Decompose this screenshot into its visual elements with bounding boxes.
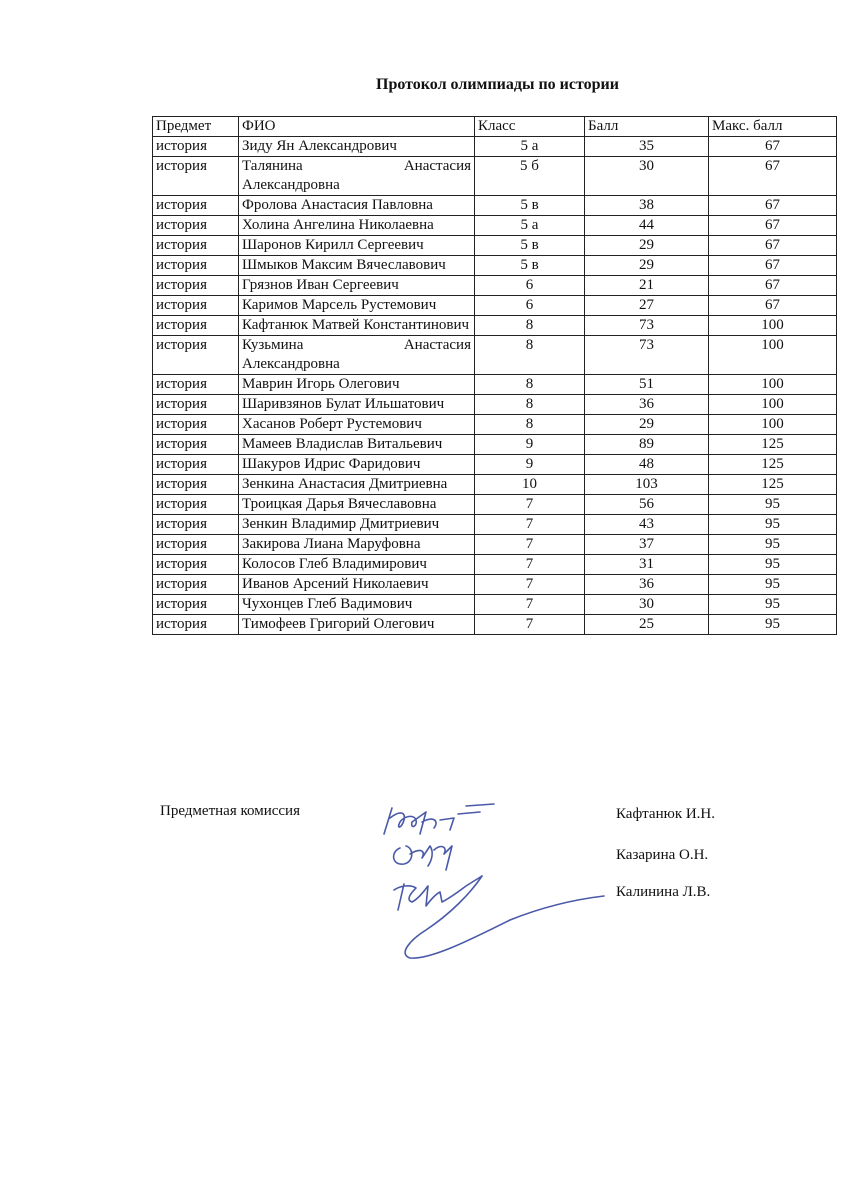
cell-class: 7 bbox=[475, 495, 585, 515]
cell-score: 51 bbox=[585, 375, 709, 395]
cell-name: Кузьмина Анастасия Александровна bbox=[239, 336, 475, 375]
cell-max-score: 95 bbox=[709, 595, 837, 615]
cell-max-score: 95 bbox=[709, 495, 837, 515]
cell-name: Зенкин Владимир Дмитриевич bbox=[239, 515, 475, 535]
cell-name: Грязнов Иван Сергеевич bbox=[239, 276, 475, 296]
cell-class: 5 в bbox=[475, 236, 585, 256]
table-row bbox=[153, 375, 837, 395]
document-title: Протокол олимпиады по истории bbox=[376, 76, 619, 93]
cell-max-score: 67 bbox=[709, 256, 837, 276]
cell-name: Талянина Анастасия Александровна bbox=[239, 157, 475, 196]
cell-score: 30 bbox=[585, 595, 709, 615]
cell-name: Чухонцев Глеб Вадимович bbox=[239, 595, 475, 615]
cell-subject: история bbox=[153, 296, 239, 316]
cell-max-score: 100 bbox=[709, 316, 837, 336]
cell-max-score: 95 bbox=[709, 615, 837, 635]
cell-subject: история bbox=[153, 435, 239, 455]
cell-max-score: 67 bbox=[709, 196, 837, 216]
cell-class: 8 bbox=[475, 375, 585, 395]
cell-subject: история bbox=[153, 256, 239, 276]
table-row bbox=[153, 595, 837, 615]
cell-class: 5 а bbox=[475, 216, 585, 236]
table-row bbox=[153, 535, 837, 555]
cell-subject: история bbox=[153, 595, 239, 615]
table-row bbox=[153, 455, 837, 475]
header-name: ФИО bbox=[239, 117, 475, 137]
table-row bbox=[153, 475, 837, 495]
cell-max-score: 67 bbox=[709, 236, 837, 256]
cell-score: 73 bbox=[585, 336, 709, 375]
table-row bbox=[153, 256, 837, 276]
commission-member: Казарина О.Н. bbox=[616, 847, 709, 863]
commission-label: Предметная комиссия bbox=[160, 803, 300, 819]
cell-class: 5 б bbox=[475, 157, 585, 196]
cell-class: 8 bbox=[475, 316, 585, 336]
cell-name: Шаривзянов Булат Ильшатович bbox=[239, 395, 475, 415]
cell-class: 7 bbox=[475, 515, 585, 535]
results-table bbox=[152, 116, 837, 635]
cell-subject: история bbox=[153, 316, 239, 336]
cell-max-score: 100 bbox=[709, 336, 837, 375]
cell-subject: история bbox=[153, 375, 239, 395]
table-row bbox=[153, 515, 837, 535]
table-row bbox=[153, 435, 837, 455]
cell-class: 6 bbox=[475, 296, 585, 316]
cell-name: Тимофеев Григорий Олегович bbox=[239, 615, 475, 635]
table-row bbox=[153, 395, 837, 415]
cell-score: 27 bbox=[585, 296, 709, 316]
cell-class: 6 bbox=[475, 276, 585, 296]
cell-max-score: 125 bbox=[709, 455, 837, 475]
cell-name: Троицкая Дарья Вячеславовна bbox=[239, 495, 475, 515]
cell-score: 43 bbox=[585, 515, 709, 535]
cell-subject: история bbox=[153, 615, 239, 635]
cell-max-score: 95 bbox=[709, 575, 837, 595]
cell-subject: история bbox=[153, 575, 239, 595]
cell-subject: история bbox=[153, 395, 239, 415]
cell-class: 10 bbox=[475, 475, 585, 495]
cell-score: 29 bbox=[585, 415, 709, 435]
header-max-score: Макс. балл bbox=[709, 117, 837, 137]
table-row bbox=[153, 555, 837, 575]
cell-name: Шмыков Максим Вячеславович bbox=[239, 256, 475, 276]
cell-class: 8 bbox=[475, 336, 585, 375]
cell-subject: история bbox=[153, 555, 239, 575]
cell-name: Хасанов Роберт Рустемович bbox=[239, 415, 475, 435]
cell-class: 7 bbox=[475, 595, 585, 615]
cell-max-score: 125 bbox=[709, 435, 837, 455]
cell-score: 29 bbox=[585, 236, 709, 256]
table-row bbox=[153, 336, 837, 375]
table-row bbox=[153, 415, 837, 435]
cell-name: Колосов Глеб Владимирович bbox=[239, 555, 475, 575]
cell-max-score: 95 bbox=[709, 515, 837, 535]
cell-score: 103 bbox=[585, 475, 709, 495]
cell-score: 73 bbox=[585, 316, 709, 336]
cell-name: Шакуров Идрис Фаридович bbox=[239, 455, 475, 475]
cell-subject: история bbox=[153, 196, 239, 216]
header-score: Балл bbox=[585, 117, 709, 137]
cell-subject: история bbox=[153, 515, 239, 535]
cell-max-score: 67 bbox=[709, 137, 837, 157]
cell-max-score: 125 bbox=[709, 475, 837, 495]
cell-score: 25 bbox=[585, 615, 709, 635]
cell-score: 36 bbox=[585, 575, 709, 595]
commission-member: Кафтанюк И.Н. bbox=[616, 806, 716, 822]
cell-subject: история bbox=[153, 455, 239, 475]
table-row bbox=[153, 615, 837, 635]
cell-subject: история bbox=[153, 276, 239, 296]
cell-name: Мамеев Владислав Витальевич bbox=[239, 435, 475, 455]
cell-subject: история bbox=[153, 415, 239, 435]
cell-class: 7 bbox=[475, 535, 585, 555]
cell-name: Зиду Ян Александрович bbox=[239, 137, 475, 157]
cell-max-score: 67 bbox=[709, 216, 837, 236]
cell-score: 89 bbox=[585, 435, 709, 455]
cell-subject: история bbox=[153, 137, 239, 157]
header-subject: Предмет bbox=[153, 117, 239, 137]
cell-name: Шаронов Кирилл Сергеевич bbox=[239, 236, 475, 256]
cell-score: 56 bbox=[585, 495, 709, 515]
cell-max-score: 100 bbox=[709, 395, 837, 415]
table-row bbox=[153, 495, 837, 515]
cell-max-score: 95 bbox=[709, 535, 837, 555]
cell-score: 31 bbox=[585, 555, 709, 575]
table-row bbox=[153, 236, 837, 256]
table-row bbox=[153, 316, 837, 336]
cell-subject: история bbox=[153, 495, 239, 515]
cell-class: 8 bbox=[475, 395, 585, 415]
cell-class: 9 bbox=[475, 455, 585, 475]
cell-class: 5 в bbox=[475, 196, 585, 216]
cell-class: 5 а bbox=[475, 137, 585, 157]
cell-max-score: 100 bbox=[709, 375, 837, 395]
table-row bbox=[153, 157, 837, 196]
cell-name: Кафтанюк Матвей Константинович bbox=[239, 316, 475, 336]
table-row bbox=[153, 276, 837, 296]
cell-name: Маврин Игорь Олегович bbox=[239, 375, 475, 395]
cell-subject: история bbox=[153, 336, 239, 375]
cell-class: 7 bbox=[475, 615, 585, 635]
cell-class: 9 bbox=[475, 435, 585, 455]
cell-class: 8 bbox=[475, 415, 585, 435]
cell-subject: история bbox=[153, 535, 239, 555]
cell-name: Иванов Арсений Николаевич bbox=[239, 575, 475, 595]
cell-max-score: 100 bbox=[709, 415, 837, 435]
cell-score: 35 bbox=[585, 137, 709, 157]
cell-name: Зенкина Анастасия Дмитриевна bbox=[239, 475, 475, 495]
cell-score: 48 bbox=[585, 455, 709, 475]
cell-name: Холина Ангелина Николаевна bbox=[239, 216, 475, 236]
cell-score: 44 bbox=[585, 216, 709, 236]
cell-max-score: 95 bbox=[709, 555, 837, 575]
cell-score: 30 bbox=[585, 157, 709, 196]
cell-name: Каримов Марсель Рустемович bbox=[239, 296, 475, 316]
table-header-row bbox=[153, 117, 837, 137]
cell-score: 21 bbox=[585, 276, 709, 296]
handwritten-signatures bbox=[370, 790, 610, 970]
cell-class: 7 bbox=[475, 555, 585, 575]
cell-score: 37 bbox=[585, 535, 709, 555]
cell-max-score: 67 bbox=[709, 157, 837, 196]
table-row bbox=[153, 196, 837, 216]
cell-subject: история bbox=[153, 157, 239, 196]
cell-name: Закирова Лиана Маруфовна bbox=[239, 535, 475, 555]
commission-member: Калинина Л.В. bbox=[616, 884, 711, 900]
cell-name: Фролова Анастасия Павловна bbox=[239, 196, 475, 216]
table-row bbox=[153, 137, 837, 157]
cell-max-score: 67 bbox=[709, 276, 837, 296]
cell-score: 38 bbox=[585, 196, 709, 216]
cell-max-score: 67 bbox=[709, 296, 837, 316]
cell-subject: история bbox=[153, 475, 239, 495]
header-class: Класс bbox=[475, 117, 585, 137]
cell-class: 5 в bbox=[475, 256, 585, 276]
table-row bbox=[153, 296, 837, 316]
cell-score: 36 bbox=[585, 395, 709, 415]
table-row bbox=[153, 216, 837, 236]
cell-score: 29 bbox=[585, 256, 709, 276]
cell-subject: история bbox=[153, 216, 239, 236]
cell-subject: история bbox=[153, 236, 239, 256]
table-row bbox=[153, 575, 837, 595]
cell-class: 7 bbox=[475, 575, 585, 595]
